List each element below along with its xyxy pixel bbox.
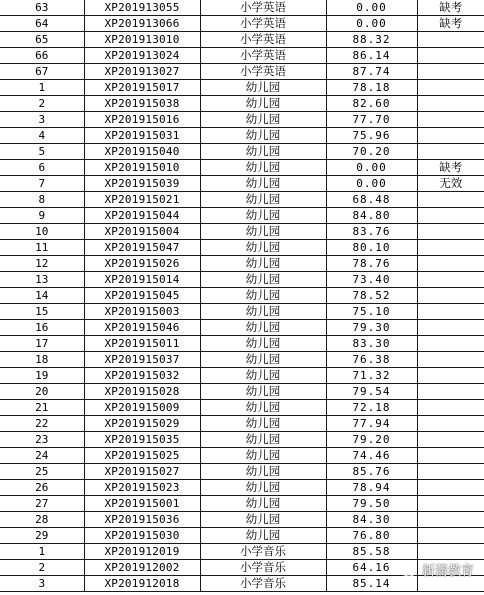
row-number-cell: 66	[0, 48, 84, 64]
remark-cell	[417, 96, 484, 112]
score-cell: 84.30	[326, 512, 417, 528]
score-cell: 73.40	[326, 272, 417, 288]
score-cell: 77.70	[326, 112, 417, 128]
subject-cell: 幼儿园	[200, 144, 326, 160]
table-row	[0, 112, 484, 128]
subject-cell: 小学英语	[200, 16, 326, 32]
subject-cell: 幼儿园	[200, 272, 326, 288]
score-cell: 78.94	[326, 480, 417, 496]
candidate-id-cell: XP201912018	[84, 576, 200, 592]
subject-cell: 幼儿园	[200, 432, 326, 448]
candidate-id-cell: XP201915023	[84, 480, 200, 496]
score-cell: 72.18	[326, 400, 417, 416]
subject-cell: 幼儿园	[200, 128, 326, 144]
candidate-id-cell: XP201915016	[84, 112, 200, 128]
score-cell: 64.16	[326, 560, 417, 576]
score-cell: 78.52	[326, 288, 417, 304]
row-number-cell: 29	[0, 528, 84, 544]
remark-cell	[417, 208, 484, 224]
score-cell: 74.46	[326, 448, 417, 464]
score-cell: 85.76	[326, 464, 417, 480]
row-number-cell: 23	[0, 432, 84, 448]
row-number-cell: 21	[0, 400, 84, 416]
score-cell: 75.96	[326, 128, 417, 144]
table-row	[0, 480, 484, 496]
row-number-cell: 9	[0, 208, 84, 224]
subject-cell: 幼儿园	[200, 528, 326, 544]
subject-cell: 幼儿园	[200, 368, 326, 384]
score-cell: 87.74	[326, 64, 417, 80]
remark-cell	[417, 480, 484, 496]
score-cell: 79.50	[326, 496, 417, 512]
remark-cell	[417, 352, 484, 368]
remark-cell	[417, 48, 484, 64]
candidate-id-cell: XP201915035	[84, 432, 200, 448]
table-row	[0, 144, 484, 160]
row-number-cell: 26	[0, 480, 84, 496]
candidate-id-cell: XP201915031	[84, 128, 200, 144]
table-row	[0, 176, 484, 192]
row-number-cell: 67	[0, 64, 84, 80]
subject-cell: 幼儿园	[200, 320, 326, 336]
table-row	[0, 304, 484, 320]
subject-cell: 幼儿园	[200, 448, 326, 464]
subject-cell: 小学英语	[200, 64, 326, 80]
remark-cell	[417, 192, 484, 208]
subject-cell: 小学英语	[200, 32, 326, 48]
subject-cell: 幼儿园	[200, 400, 326, 416]
subject-cell: 幼儿园	[200, 192, 326, 208]
score-cell: 78.76	[326, 256, 417, 272]
score-cell: 0.00	[326, 176, 417, 192]
score-cell: 70.20	[326, 144, 417, 160]
candidate-id-cell: XP201915045	[84, 288, 200, 304]
subject-cell: 小学音乐	[200, 560, 326, 576]
subject-cell: 幼儿园	[200, 112, 326, 128]
candidate-id-cell: XP201915026	[84, 256, 200, 272]
score-cell: 79.20	[326, 432, 417, 448]
candidate-id-cell: XP201912002	[84, 560, 200, 576]
score-cell: 78.18	[326, 80, 417, 96]
remark-cell	[417, 464, 484, 480]
table-row	[0, 224, 484, 240]
subject-cell: 幼儿园	[200, 352, 326, 368]
candidate-id-cell: XP201913010	[84, 32, 200, 48]
candidate-id-cell: XP201915021	[84, 192, 200, 208]
candidate-id-cell: XP201913055	[84, 0, 200, 16]
row-number-cell: 17	[0, 336, 84, 352]
subject-cell: 幼儿园	[200, 336, 326, 352]
candidate-id-cell: XP201915038	[84, 96, 200, 112]
candidate-id-cell: XP201915011	[84, 336, 200, 352]
table-row	[0, 32, 484, 48]
remark-cell: 缺考	[417, 0, 484, 16]
subject-cell: 幼儿园	[200, 464, 326, 480]
subject-cell: 幼儿园	[200, 480, 326, 496]
score-cell: 76.38	[326, 352, 417, 368]
table-row	[0, 272, 484, 288]
score-cell: 86.14	[326, 48, 417, 64]
row-number-cell: 65	[0, 32, 84, 48]
row-number-cell: 6	[0, 160, 84, 176]
subject-cell: 幼儿园	[200, 256, 326, 272]
subject-cell: 幼儿园	[200, 160, 326, 176]
table-row	[0, 320, 484, 336]
score-cell: 0.00	[326, 0, 417, 16]
candidate-id-cell: XP201915028	[84, 384, 200, 400]
score-cell: 88.32	[326, 32, 417, 48]
table-row	[0, 208, 484, 224]
table-row	[0, 384, 484, 400]
score-cell: 84.80	[326, 208, 417, 224]
subject-cell: 幼儿园	[200, 288, 326, 304]
row-number-cell: 11	[0, 240, 84, 256]
row-number-cell: 3	[0, 576, 84, 592]
subject-cell: 小学英语	[200, 48, 326, 64]
table-row	[0, 48, 484, 64]
table-row	[0, 416, 484, 432]
score-cell: 85.58	[326, 544, 417, 560]
candidate-id-cell: XP201915036	[84, 512, 200, 528]
score-cell: 71.32	[326, 368, 417, 384]
score-cell: 75.10	[326, 304, 417, 320]
subject-cell: 幼儿园	[200, 416, 326, 432]
row-number-cell: 7	[0, 176, 84, 192]
row-number-cell: 12	[0, 256, 84, 272]
candidate-id-cell: XP201915032	[84, 368, 200, 384]
candidate-id-cell: XP201915014	[84, 272, 200, 288]
table-row	[0, 448, 484, 464]
table-row	[0, 240, 484, 256]
table-row	[0, 64, 484, 80]
table-row	[0, 80, 484, 96]
subject-cell: 小学英语	[200, 0, 326, 16]
row-number-cell: 8	[0, 192, 84, 208]
row-number-cell: 5	[0, 144, 84, 160]
row-number-cell: 2	[0, 560, 84, 576]
candidate-id-cell: XP201913027	[84, 64, 200, 80]
candidate-id-cell: XP201915046	[84, 320, 200, 336]
row-number-cell: 13	[0, 272, 84, 288]
candidate-id-cell: XP201915025	[84, 448, 200, 464]
remark-cell	[417, 512, 484, 528]
candidate-id-cell: XP201913066	[84, 16, 200, 32]
candidate-id-cell: XP201915009	[84, 400, 200, 416]
remark-cell	[417, 528, 484, 544]
remark-cell	[417, 240, 484, 256]
row-number-cell: 64	[0, 16, 84, 32]
table-row	[0, 464, 484, 480]
remark-cell	[417, 288, 484, 304]
table-row	[0, 496, 484, 512]
row-number-cell: 18	[0, 352, 84, 368]
candidate-id-cell: XP201915039	[84, 176, 200, 192]
row-number-cell: 28	[0, 512, 84, 528]
watermark-text: 新蒲教育	[421, 564, 474, 579]
candidate-id-cell: XP201915003	[84, 304, 200, 320]
remark-cell	[417, 400, 484, 416]
subject-cell: 幼儿园	[200, 496, 326, 512]
subject-cell: 幼儿园	[200, 384, 326, 400]
score-cell: 76.80	[326, 528, 417, 544]
row-number-cell: 14	[0, 288, 84, 304]
remark-cell	[417, 432, 484, 448]
row-number-cell: 15	[0, 304, 84, 320]
candidate-id-cell: XP201915044	[84, 208, 200, 224]
remark-cell	[417, 80, 484, 96]
score-cell: 82.60	[326, 96, 417, 112]
candidate-id-cell: XP201915010	[84, 160, 200, 176]
subject-cell: 小学音乐	[200, 544, 326, 560]
remark-cell	[417, 416, 484, 432]
score-cell: 79.30	[326, 320, 417, 336]
subject-cell: 幼儿园	[200, 240, 326, 256]
table-row	[0, 16, 484, 32]
row-number-cell: 1	[0, 544, 84, 560]
table-row	[0, 352, 484, 368]
table-row	[0, 336, 484, 352]
score-cell: 0.00	[326, 160, 417, 176]
remark-cell	[417, 64, 484, 80]
subject-cell: 小学音乐	[200, 576, 326, 592]
candidate-id-cell: XP201912019	[84, 544, 200, 560]
remark-cell: 缺考	[417, 160, 484, 176]
remark-cell	[417, 144, 484, 160]
table-row	[0, 0, 484, 16]
remark-cell: 无效	[417, 176, 484, 192]
watermark	[396, 560, 474, 579]
row-number-cell: 16	[0, 320, 84, 336]
remark-cell	[417, 224, 484, 240]
subject-cell: 幼儿园	[200, 80, 326, 96]
candidate-id-cell: XP201915017	[84, 80, 200, 96]
remark-cell	[417, 112, 484, 128]
score-cell: 79.54	[326, 384, 417, 400]
candidate-id-cell: XP201915037	[84, 352, 200, 368]
row-number-cell: 4	[0, 128, 84, 144]
subject-cell: 幼儿园	[200, 512, 326, 528]
row-number-cell: 20	[0, 384, 84, 400]
score-cell: 80.10	[326, 240, 417, 256]
candidate-id-cell: XP201913024	[84, 48, 200, 64]
row-number-cell: 24	[0, 448, 84, 464]
remark-cell	[417, 320, 484, 336]
candidate-id-cell: XP201915047	[84, 240, 200, 256]
score-cell: 85.14	[326, 576, 417, 592]
remark-cell: 缺考	[417, 16, 484, 32]
subject-cell: 幼儿园	[200, 224, 326, 240]
subject-cell: 幼儿园	[200, 96, 326, 112]
table-row	[0, 544, 484, 560]
candidate-id-cell: XP201915029	[84, 416, 200, 432]
table-row	[0, 512, 484, 528]
row-number-cell: 3	[0, 112, 84, 128]
remark-cell	[417, 448, 484, 464]
score-cell: 83.76	[326, 224, 417, 240]
table-row	[0, 432, 484, 448]
table-row	[0, 128, 484, 144]
candidate-id-cell: XP201915004	[84, 224, 200, 240]
score-cell: 77.94	[326, 416, 417, 432]
candidate-id-cell: XP201915040	[84, 144, 200, 160]
table-row	[0, 528, 484, 544]
remark-cell	[417, 544, 484, 560]
remark-cell	[417, 128, 484, 144]
row-number-cell: 25	[0, 464, 84, 480]
row-number-cell: 1	[0, 80, 84, 96]
row-number-cell: 63	[0, 0, 84, 16]
remark-cell	[417, 496, 484, 512]
subject-cell: 幼儿园	[200, 208, 326, 224]
table-row	[0, 96, 484, 112]
table-row	[0, 288, 484, 304]
remark-cell	[417, 256, 484, 272]
candidate-id-cell: XP201915030	[84, 528, 200, 544]
remark-cell	[417, 272, 484, 288]
candidate-id-cell: XP201915001	[84, 496, 200, 512]
remark-cell	[417, 384, 484, 400]
table-row	[0, 192, 484, 208]
subject-cell: 幼儿园	[200, 176, 326, 192]
subject-cell: 幼儿园	[200, 304, 326, 320]
remark-cell	[417, 304, 484, 320]
table-row	[0, 160, 484, 176]
remark-cell	[417, 368, 484, 384]
remark-cell	[417, 32, 484, 48]
remark-cell	[417, 336, 484, 352]
row-number-cell: 27	[0, 496, 84, 512]
wechat-icon	[396, 562, 416, 578]
score-cell: 83.30	[326, 336, 417, 352]
score-cell: 0.00	[326, 16, 417, 32]
candidate-id-cell: XP201915027	[84, 464, 200, 480]
row-number-cell: 19	[0, 368, 84, 384]
table-row	[0, 256, 484, 272]
row-number-cell: 10	[0, 224, 84, 240]
table-row	[0, 368, 484, 384]
score-cell: 68.48	[326, 192, 417, 208]
row-number-cell: 2	[0, 96, 84, 112]
row-number-cell: 22	[0, 416, 84, 432]
table-row	[0, 400, 484, 416]
